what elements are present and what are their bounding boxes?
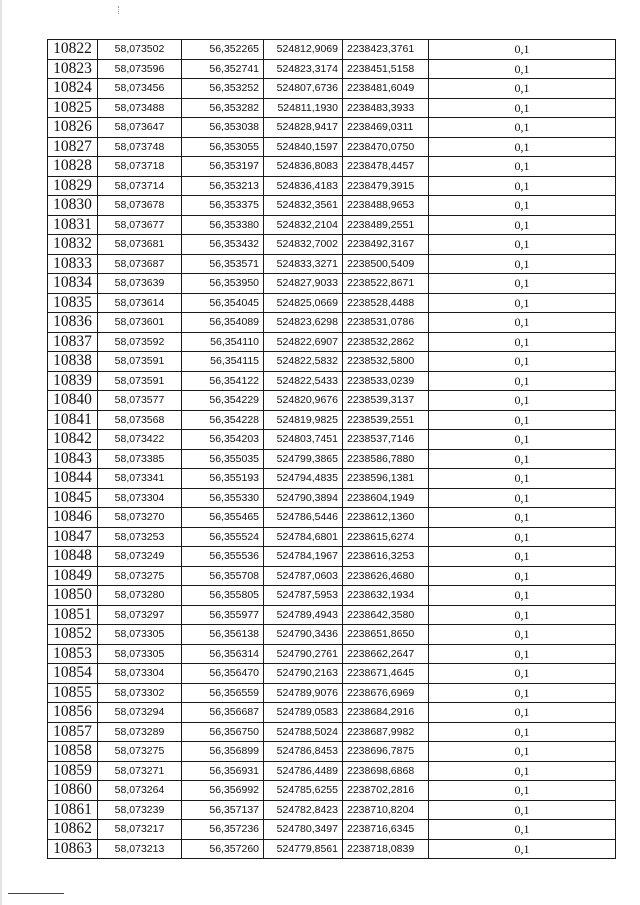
latitude-cell: 58,073677 [98, 215, 182, 235]
table-row [48, 391, 616, 411]
longitude-cell: 56,355805 [182, 586, 264, 606]
longitude-cell: 56,352741 [182, 59, 264, 79]
latitude-cell: 58,073217 [98, 820, 182, 840]
coord-y-cell: 2238537,7146 [343, 430, 429, 450]
table-row [48, 625, 616, 645]
point-number-cell: 10831 [48, 215, 98, 235]
latitude-cell: 58,073341 [98, 469, 182, 489]
latitude-cell: 58,073305 [98, 644, 182, 664]
accuracy-cell: 0,1 [429, 59, 616, 79]
coord-y-cell: 2238532,2862 [343, 332, 429, 352]
coord-y-cell: 2238492,3167 [343, 235, 429, 255]
coord-y-cell: 2238616,3253 [343, 547, 429, 567]
table-row [48, 98, 616, 118]
accuracy-cell: 0,1 [429, 157, 616, 177]
coord-y-cell: 2238451,5158 [343, 59, 429, 79]
accuracy-cell: 0,1 [429, 820, 616, 840]
latitude-cell: 58,073253 [98, 527, 182, 547]
point-number-cell: 10845 [48, 488, 98, 508]
point-number-cell: 10838 [48, 352, 98, 372]
point-number-cell: 10844 [48, 469, 98, 489]
table-row [48, 761, 616, 781]
coord-y-cell: 2238500,5409 [343, 254, 429, 274]
coord-x-cell: 524836,8083 [264, 157, 343, 177]
coord-y-cell: 2238671,4645 [343, 664, 429, 684]
point-number-cell: 10832 [48, 235, 98, 255]
longitude-cell: 56,354203 [182, 430, 264, 450]
longitude-cell: 56,353038 [182, 118, 264, 138]
latitude-cell: 58,073568 [98, 410, 182, 430]
longitude-cell: 56,356559 [182, 683, 264, 703]
scan-mark [118, 6, 123, 14]
point-number-cell: 10823 [48, 59, 98, 79]
point-number-cell: 10828 [48, 157, 98, 177]
coord-x-cell: 524833,3271 [264, 254, 343, 274]
latitude-cell: 58,073678 [98, 196, 182, 216]
accuracy-cell: 0,1 [429, 79, 616, 99]
accuracy-cell: 0,1 [429, 332, 616, 352]
table-row [48, 313, 616, 333]
longitude-cell: 56,353432 [182, 235, 264, 255]
coord-y-cell: 2238684,2916 [343, 703, 429, 723]
point-number-cell: 10855 [48, 683, 98, 703]
point-number-cell: 10849 [48, 566, 98, 586]
coord-x-cell: 524790,3436 [264, 625, 343, 645]
point-number-cell: 10826 [48, 118, 98, 138]
latitude-cell: 58,073289 [98, 722, 182, 742]
latitude-cell: 58,073687 [98, 254, 182, 274]
longitude-cell: 56,355193 [182, 469, 264, 489]
point-number-cell: 10843 [48, 449, 98, 469]
latitude-cell: 58,073502 [98, 40, 182, 60]
latitude-cell: 58,073239 [98, 800, 182, 820]
point-number-cell: 10830 [48, 196, 98, 216]
coord-x-cell: 524812,9069 [264, 40, 343, 60]
coord-y-cell: 2238483,3933 [343, 98, 429, 118]
longitude-cell: 56,353055 [182, 137, 264, 157]
coord-x-cell: 524832,3561 [264, 196, 343, 216]
accuracy-cell: 0,1 [429, 118, 616, 138]
coord-y-cell: 2238531,0786 [343, 313, 429, 333]
latitude-cell: 58,073270 [98, 508, 182, 528]
longitude-cell: 56,355035 [182, 449, 264, 469]
table-row [48, 839, 616, 859]
table-row [48, 118, 616, 138]
coord-y-cell: 2238696,7875 [343, 742, 429, 762]
longitude-cell: 56,354228 [182, 410, 264, 430]
latitude-cell: 58,073681 [98, 235, 182, 255]
coord-y-cell: 2238481,6049 [343, 79, 429, 99]
page-footer-line [8, 893, 64, 894]
coord-y-cell: 2238676,6969 [343, 683, 429, 703]
accuracy-cell: 0,1 [429, 196, 616, 216]
coord-x-cell: 524780,3497 [264, 820, 343, 840]
longitude-cell: 56,357137 [182, 800, 264, 820]
table-row [48, 215, 616, 235]
table-row [48, 488, 616, 508]
accuracy-cell: 0,1 [429, 761, 616, 781]
point-number-cell: 10856 [48, 703, 98, 723]
table-row [48, 137, 616, 157]
coord-y-cell: 2238612,1360 [343, 508, 429, 528]
latitude-cell: 58,073577 [98, 391, 182, 411]
latitude-cell: 58,073280 [98, 586, 182, 606]
table-row [48, 449, 616, 469]
coord-y-cell: 2238539,3137 [343, 391, 429, 411]
coord-x-cell: 524832,2104 [264, 215, 343, 235]
accuracy-cell: 0,1 [429, 137, 616, 157]
coordinates-table-body [48, 40, 616, 859]
latitude-cell: 58,073297 [98, 605, 182, 625]
table-row [48, 644, 616, 664]
longitude-cell: 56,355465 [182, 508, 264, 528]
coord-x-cell: 524782,8423 [264, 800, 343, 820]
point-number-cell: 10853 [48, 644, 98, 664]
accuracy-cell: 0,1 [429, 391, 616, 411]
coord-x-cell: 524836,4183 [264, 176, 343, 196]
accuracy-cell: 0,1 [429, 664, 616, 684]
accuracy-cell: 0,1 [429, 800, 616, 820]
point-number-cell: 10825 [48, 98, 98, 118]
accuracy-cell: 0,1 [429, 644, 616, 664]
longitude-cell: 56,356314 [182, 644, 264, 664]
coord-x-cell: 524784,1967 [264, 547, 343, 567]
coord-x-cell: 524823,3174 [264, 59, 343, 79]
coord-y-cell: 2238604,1949 [343, 488, 429, 508]
coord-y-cell: 2238632,1934 [343, 586, 429, 606]
latitude-cell: 58,073718 [98, 157, 182, 177]
longitude-cell: 56,353375 [182, 196, 264, 216]
coord-x-cell: 524787,5953 [264, 586, 343, 606]
latitude-cell: 58,073304 [98, 664, 182, 684]
coord-x-cell: 524822,5433 [264, 371, 343, 391]
longitude-cell: 56,355708 [182, 566, 264, 586]
scan-left-edge [0, 0, 2, 905]
longitude-cell: 56,355536 [182, 547, 264, 567]
table-row [48, 469, 616, 489]
coord-y-cell: 2238702,2816 [343, 781, 429, 801]
coord-x-cell: 524819,9825 [264, 410, 343, 430]
coord-y-cell: 2238718,0839 [343, 839, 429, 859]
coord-y-cell: 2238716,6345 [343, 820, 429, 840]
point-number-cell: 10860 [48, 781, 98, 801]
accuracy-cell: 0,1 [429, 703, 616, 723]
accuracy-cell: 0,1 [429, 352, 616, 372]
point-number-cell: 10839 [48, 371, 98, 391]
longitude-cell: 56,353571 [182, 254, 264, 274]
longitude-cell: 56,356138 [182, 625, 264, 645]
coord-x-cell: 524788,5024 [264, 722, 343, 742]
point-number-cell: 10857 [48, 722, 98, 742]
latitude-cell: 58,073275 [98, 742, 182, 762]
latitude-cell: 58,073213 [98, 839, 182, 859]
table-row [48, 820, 616, 840]
coord-x-cell: 524828,9417 [264, 118, 343, 138]
coord-y-cell: 2238489,2551 [343, 215, 429, 235]
latitude-cell: 58,073271 [98, 761, 182, 781]
point-number-cell: 10836 [48, 313, 98, 333]
coord-x-cell: 524832,7002 [264, 235, 343, 255]
accuracy-cell: 0,1 [429, 313, 616, 333]
table-row [48, 566, 616, 586]
coord-x-cell: 524784,6801 [264, 527, 343, 547]
coord-y-cell: 2238522,8671 [343, 274, 429, 294]
accuracy-cell: 0,1 [429, 410, 616, 430]
latitude-cell: 58,073294 [98, 703, 182, 723]
longitude-cell: 56,354122 [182, 371, 264, 391]
table-row [48, 781, 616, 801]
accuracy-cell: 0,1 [429, 508, 616, 528]
accuracy-cell: 0,1 [429, 566, 616, 586]
coord-y-cell: 2238662,2647 [343, 644, 429, 664]
table-row [48, 664, 616, 684]
latitude-cell: 58,073275 [98, 566, 182, 586]
point-number-cell: 10852 [48, 625, 98, 645]
accuracy-cell: 0,1 [429, 586, 616, 606]
point-number-cell: 10833 [48, 254, 98, 274]
coord-x-cell: 524785,6255 [264, 781, 343, 801]
coord-x-cell: 524786,4489 [264, 761, 343, 781]
table-row [48, 683, 616, 703]
coord-x-cell: 524779,8561 [264, 839, 343, 859]
coord-x-cell: 524822,5832 [264, 352, 343, 372]
accuracy-cell: 0,1 [429, 449, 616, 469]
latitude-cell: 58,073305 [98, 625, 182, 645]
coord-y-cell: 2238478,4457 [343, 157, 429, 177]
latitude-cell: 58,073748 [98, 137, 182, 157]
point-number-cell: 10847 [48, 527, 98, 547]
accuracy-cell: 0,1 [429, 371, 616, 391]
accuracy-cell: 0,1 [429, 722, 616, 742]
accuracy-cell: 0,1 [429, 215, 616, 235]
coord-y-cell: 2238615,6274 [343, 527, 429, 547]
longitude-cell: 56,353282 [182, 98, 264, 118]
point-number-cell: 10840 [48, 391, 98, 411]
coord-x-cell: 524807,6736 [264, 79, 343, 99]
coord-x-cell: 524786,5446 [264, 508, 343, 528]
table-row [48, 332, 616, 352]
coord-x-cell: 524794,4835 [264, 469, 343, 489]
table-row [48, 235, 616, 255]
coord-y-cell: 2238651,8650 [343, 625, 429, 645]
table-row [48, 79, 616, 99]
latitude-cell: 58,073456 [98, 79, 182, 99]
coord-y-cell: 2238479,3915 [343, 176, 429, 196]
coord-x-cell: 524789,9076 [264, 683, 343, 703]
longitude-cell: 56,356470 [182, 664, 264, 684]
table-row [48, 254, 616, 274]
coord-y-cell: 2238698,6868 [343, 761, 429, 781]
table-row [48, 157, 616, 177]
accuracy-cell: 0,1 [429, 839, 616, 859]
table-row [48, 352, 616, 372]
coord-x-cell: 524825,0669 [264, 293, 343, 313]
longitude-cell: 56,354110 [182, 332, 264, 352]
point-number-cell: 10822 [48, 40, 98, 60]
longitude-cell: 56,353950 [182, 274, 264, 294]
table-row [48, 59, 616, 79]
coord-x-cell: 524787,0603 [264, 566, 343, 586]
table-row [48, 40, 616, 60]
longitude-cell: 56,356750 [182, 722, 264, 742]
coord-y-cell: 2238528,4488 [343, 293, 429, 313]
point-number-cell: 10861 [48, 800, 98, 820]
latitude-cell: 58,073591 [98, 352, 182, 372]
coord-x-cell: 524840,1597 [264, 137, 343, 157]
accuracy-cell: 0,1 [429, 274, 616, 294]
longitude-cell: 56,355977 [182, 605, 264, 625]
longitude-cell: 56,356931 [182, 761, 264, 781]
latitude-cell: 58,073302 [98, 683, 182, 703]
longitude-cell: 56,353252 [182, 79, 264, 99]
coord-x-cell: 524822,6907 [264, 332, 343, 352]
latitude-cell: 58,073264 [98, 781, 182, 801]
coord-x-cell: 524811,1930 [264, 98, 343, 118]
longitude-cell: 56,354089 [182, 313, 264, 333]
coord-x-cell: 524803,7451 [264, 430, 343, 450]
longitude-cell: 56,355330 [182, 488, 264, 508]
accuracy-cell: 0,1 [429, 98, 616, 118]
longitude-cell: 56,355524 [182, 527, 264, 547]
latitude-cell: 58,073488 [98, 98, 182, 118]
accuracy-cell: 0,1 [429, 781, 616, 801]
point-number-cell: 10834 [48, 274, 98, 294]
longitude-cell: 56,356899 [182, 742, 264, 762]
table-row [48, 605, 616, 625]
coord-x-cell: 524786,8453 [264, 742, 343, 762]
point-number-cell: 10848 [48, 547, 98, 567]
coord-y-cell: 2238626,4680 [343, 566, 429, 586]
point-number-cell: 10842 [48, 430, 98, 450]
table-row [48, 293, 616, 313]
point-number-cell: 10863 [48, 839, 98, 859]
point-number-cell: 10835 [48, 293, 98, 313]
accuracy-cell: 0,1 [429, 430, 616, 450]
latitude-cell: 58,073422 [98, 430, 182, 450]
accuracy-cell: 0,1 [429, 527, 616, 547]
coord-y-cell: 2238539,2551 [343, 410, 429, 430]
accuracy-cell: 0,1 [429, 625, 616, 645]
accuracy-cell: 0,1 [429, 547, 616, 567]
coord-x-cell: 524820,9676 [264, 391, 343, 411]
latitude-cell: 58,073592 [98, 332, 182, 352]
table-row [48, 274, 616, 294]
table-row [48, 196, 616, 216]
coord-y-cell: 2238710,8204 [343, 800, 429, 820]
coord-y-cell: 2238532,5800 [343, 352, 429, 372]
accuracy-cell: 0,1 [429, 683, 616, 703]
point-number-cell: 10829 [48, 176, 98, 196]
accuracy-cell: 0,1 [429, 293, 616, 313]
table-row [48, 586, 616, 606]
accuracy-cell: 0,1 [429, 254, 616, 274]
coord-y-cell: 2238642,3580 [343, 605, 429, 625]
accuracy-cell: 0,1 [429, 176, 616, 196]
point-number-cell: 10850 [48, 586, 98, 606]
longitude-cell: 56,356992 [182, 781, 264, 801]
latitude-cell: 58,073249 [98, 547, 182, 567]
longitude-cell: 56,354229 [182, 391, 264, 411]
table-row [48, 722, 616, 742]
table-row [48, 430, 616, 450]
coord-y-cell: 2238586,7880 [343, 449, 429, 469]
coord-y-cell: 2238423,3761 [343, 40, 429, 60]
coord-x-cell: 524799,3865 [264, 449, 343, 469]
longitude-cell: 56,354115 [182, 352, 264, 372]
latitude-cell: 58,073639 [98, 274, 182, 294]
coord-y-cell: 2238469,0311 [343, 118, 429, 138]
coord-x-cell: 524790,3894 [264, 488, 343, 508]
longitude-cell: 56,357260 [182, 839, 264, 859]
latitude-cell: 58,073647 [98, 118, 182, 138]
table-row [48, 176, 616, 196]
table-row [48, 547, 616, 567]
coord-y-cell: 2238596,1381 [343, 469, 429, 489]
longitude-cell: 56,353197 [182, 157, 264, 177]
coord-y-cell: 2238470,0750 [343, 137, 429, 157]
accuracy-cell: 0,1 [429, 235, 616, 255]
point-number-cell: 10837 [48, 332, 98, 352]
table-row [48, 508, 616, 528]
point-number-cell: 10859 [48, 761, 98, 781]
table-row [48, 742, 616, 762]
table-row [48, 703, 616, 723]
latitude-cell: 58,073596 [98, 59, 182, 79]
point-number-cell: 10827 [48, 137, 98, 157]
latitude-cell: 58,073304 [98, 488, 182, 508]
coord-x-cell: 524827,9033 [264, 274, 343, 294]
point-number-cell: 10851 [48, 605, 98, 625]
coord-x-cell: 524789,4943 [264, 605, 343, 625]
point-number-cell: 10854 [48, 664, 98, 684]
coord-x-cell: 524790,2761 [264, 644, 343, 664]
longitude-cell: 56,357236 [182, 820, 264, 840]
point-number-cell: 10824 [48, 79, 98, 99]
accuracy-cell: 0,1 [429, 40, 616, 60]
longitude-cell: 56,352265 [182, 40, 264, 60]
accuracy-cell: 0,1 [429, 488, 616, 508]
coord-x-cell: 524823,6298 [264, 313, 343, 333]
coord-y-cell: 2238687,9982 [343, 722, 429, 742]
latitude-cell: 58,073614 [98, 293, 182, 313]
coord-x-cell: 524789,0583 [264, 703, 343, 723]
latitude-cell: 58,073714 [98, 176, 182, 196]
longitude-cell: 56,353213 [182, 176, 264, 196]
coord-y-cell: 2238488,9653 [343, 196, 429, 216]
accuracy-cell: 0,1 [429, 469, 616, 489]
accuracy-cell: 0,1 [429, 742, 616, 762]
longitude-cell: 56,354045 [182, 293, 264, 313]
longitude-cell: 56,356687 [182, 703, 264, 723]
longitude-cell: 56,353380 [182, 215, 264, 235]
point-number-cell: 10862 [48, 820, 98, 840]
point-number-cell: 10846 [48, 508, 98, 528]
accuracy-cell: 0,1 [429, 605, 616, 625]
point-number-cell: 10858 [48, 742, 98, 762]
table-row [48, 527, 616, 547]
latitude-cell: 58,073601 [98, 313, 182, 333]
latitude-cell: 58,073591 [98, 371, 182, 391]
table-row [48, 371, 616, 391]
table-row [48, 410, 616, 430]
point-number-cell: 10841 [48, 410, 98, 430]
table-row [48, 800, 616, 820]
coordinates-table [47, 39, 616, 859]
coord-x-cell: 524790,2163 [264, 664, 343, 684]
coord-y-cell: 2238533,0239 [343, 371, 429, 391]
latitude-cell: 58,073385 [98, 449, 182, 469]
